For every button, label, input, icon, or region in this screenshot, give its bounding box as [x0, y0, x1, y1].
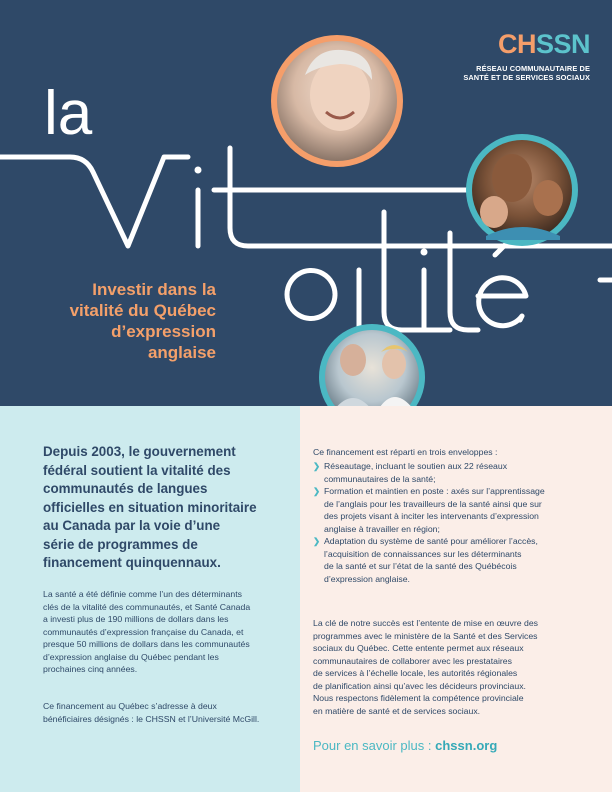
- list-item-line: des projets visant à inciter les intervenants d’expression: [324, 511, 539, 521]
- intro-line: fédéral soutient la vitalité des: [43, 462, 231, 478]
- svg-text:la: la: [44, 79, 93, 148]
- success-paragraph: [313, 617, 605, 717]
- tagline-line: Investir dans la: [92, 280, 216, 299]
- list-item-line: Formation et maintien en poste : axés sur l’apprentissage: [324, 486, 545, 496]
- chevron-right-icon: ❯: [313, 486, 321, 496]
- chevron-right-icon: ❯: [313, 461, 321, 471]
- chssn-logo: [430, 30, 590, 82]
- tagline-line: d’expression: [111, 322, 216, 341]
- paragraph-line: de services à l’échelle locale, les autorités régionales: [313, 668, 518, 678]
- paragraph-line: Ce financement au Québec s’adresse à deux: [43, 701, 217, 711]
- list-item-line: de la santé et sur l’état de la santé des Québécois: [324, 561, 517, 571]
- paragraph-line: prochaines cinq années.: [43, 664, 138, 674]
- title-la: [44, 79, 93, 148]
- paragraph-line: programmes avec le ministère de la Santé et des Services: [313, 630, 538, 641]
- paragraph-line: d’expression anglaise du Québec pendant les: [43, 651, 219, 662]
- paragraph-line: communautaires de collaborer avec les prestataires: [313, 655, 512, 666]
- learn-more: [313, 738, 497, 753]
- elderly-woman-photo: [271, 35, 403, 167]
- paragraph-line: Ce financement est réparti en trois enveloppes :: [313, 447, 498, 457]
- list-item-line: de l’anglais pour les travailleurs de la santé ainsi que sur: [324, 498, 542, 509]
- intro-statement: [43, 443, 283, 573]
- paragraph-line: a investi plus de 190 millions de dollars dans les: [43, 614, 229, 624]
- paragraph-line: bénéficiaires désignés : le CHSSN et l’Université McGill.: [43, 713, 260, 724]
- paragraph-line: La clé de notre succès est l’entente de mise en œuvre des: [313, 618, 539, 628]
- intro-line: au Canada par la voie d’une: [43, 518, 221, 533]
- logo-wordmark: CHSSN: [497, 29, 590, 59]
- patient-and-nurse-photo: [319, 324, 425, 406]
- list-item-line: d’expression anglaise.: [324, 573, 410, 584]
- list-item-line: l’acquisition de connaissances sur les déterminants: [324, 548, 522, 559]
- intro-line: officielles en situation minoritaire: [43, 499, 257, 515]
- envelopes-intro: [313, 446, 603, 459]
- list-item-line: anglaise à travailler en région;: [324, 523, 440, 534]
- envelopes-list: [313, 460, 605, 585]
- paragraph-line: clés de la vitalité des communautés, et Santé Canada: [43, 601, 251, 612]
- paragraph-line: en matière de santé et de services sociaux.: [313, 705, 481, 716]
- intro-line: financement quinquennaux.: [43, 555, 221, 570]
- list-item-line: Adaptation du système de santé pour améliorer l’accès,: [324, 536, 538, 546]
- paragraph-line: presque 50 millions de dollars dans les communautés: [43, 639, 250, 649]
- paragraph-line: de planification ainsi qu’avec les décideurs provinciaux.: [313, 680, 526, 691]
- chevron-right-icon: ❯: [313, 536, 321, 546]
- family-photo: [466, 134, 578, 246]
- list-item-line: Réseautage, incluant le soutien aux 22 réseaux: [324, 461, 508, 471]
- logo-subtitle-line2: SANTÉ ET DE SERVICES SOCIAUX: [463, 73, 590, 82]
- health-funding-paragraph: [43, 588, 293, 676]
- intro-line: Depuis 2003, le gouvernement: [43, 444, 236, 459]
- tagline-line: anglaise: [147, 343, 216, 362]
- tagline-line: vitalité du Québec: [69, 301, 216, 320]
- website-link[interactable]: chssn.org: [435, 738, 498, 753]
- intro-line: communautés de langues: [43, 481, 208, 496]
- list-item: [313, 485, 605, 535]
- logo-subtitle-line1: RÉSEAU COMMUNAUTAIRE DE: [476, 64, 590, 73]
- paragraph-line: Nous respectons fidèlement la compétence provinciale: [313, 693, 524, 703]
- beneficiaries-paragraph: [43, 700, 293, 725]
- learn-more-label: Pour en savoir plus :: [313, 738, 432, 753]
- intro-line: série de programmes de: [43, 536, 198, 552]
- tagline: [20, 279, 216, 363]
- paragraph-line: La santé a été définie comme l’un des déterminants: [43, 589, 242, 599]
- list-item-line: communautaires de la santé;: [324, 473, 436, 484]
- paragraph-line: sociaux du Québec. Cette entente permet aux réseaux: [313, 643, 524, 653]
- list-item: [313, 535, 605, 585]
- list-item: [313, 460, 605, 485]
- paragraph-line: communautés d’expression française du Canada, et: [43, 626, 244, 637]
